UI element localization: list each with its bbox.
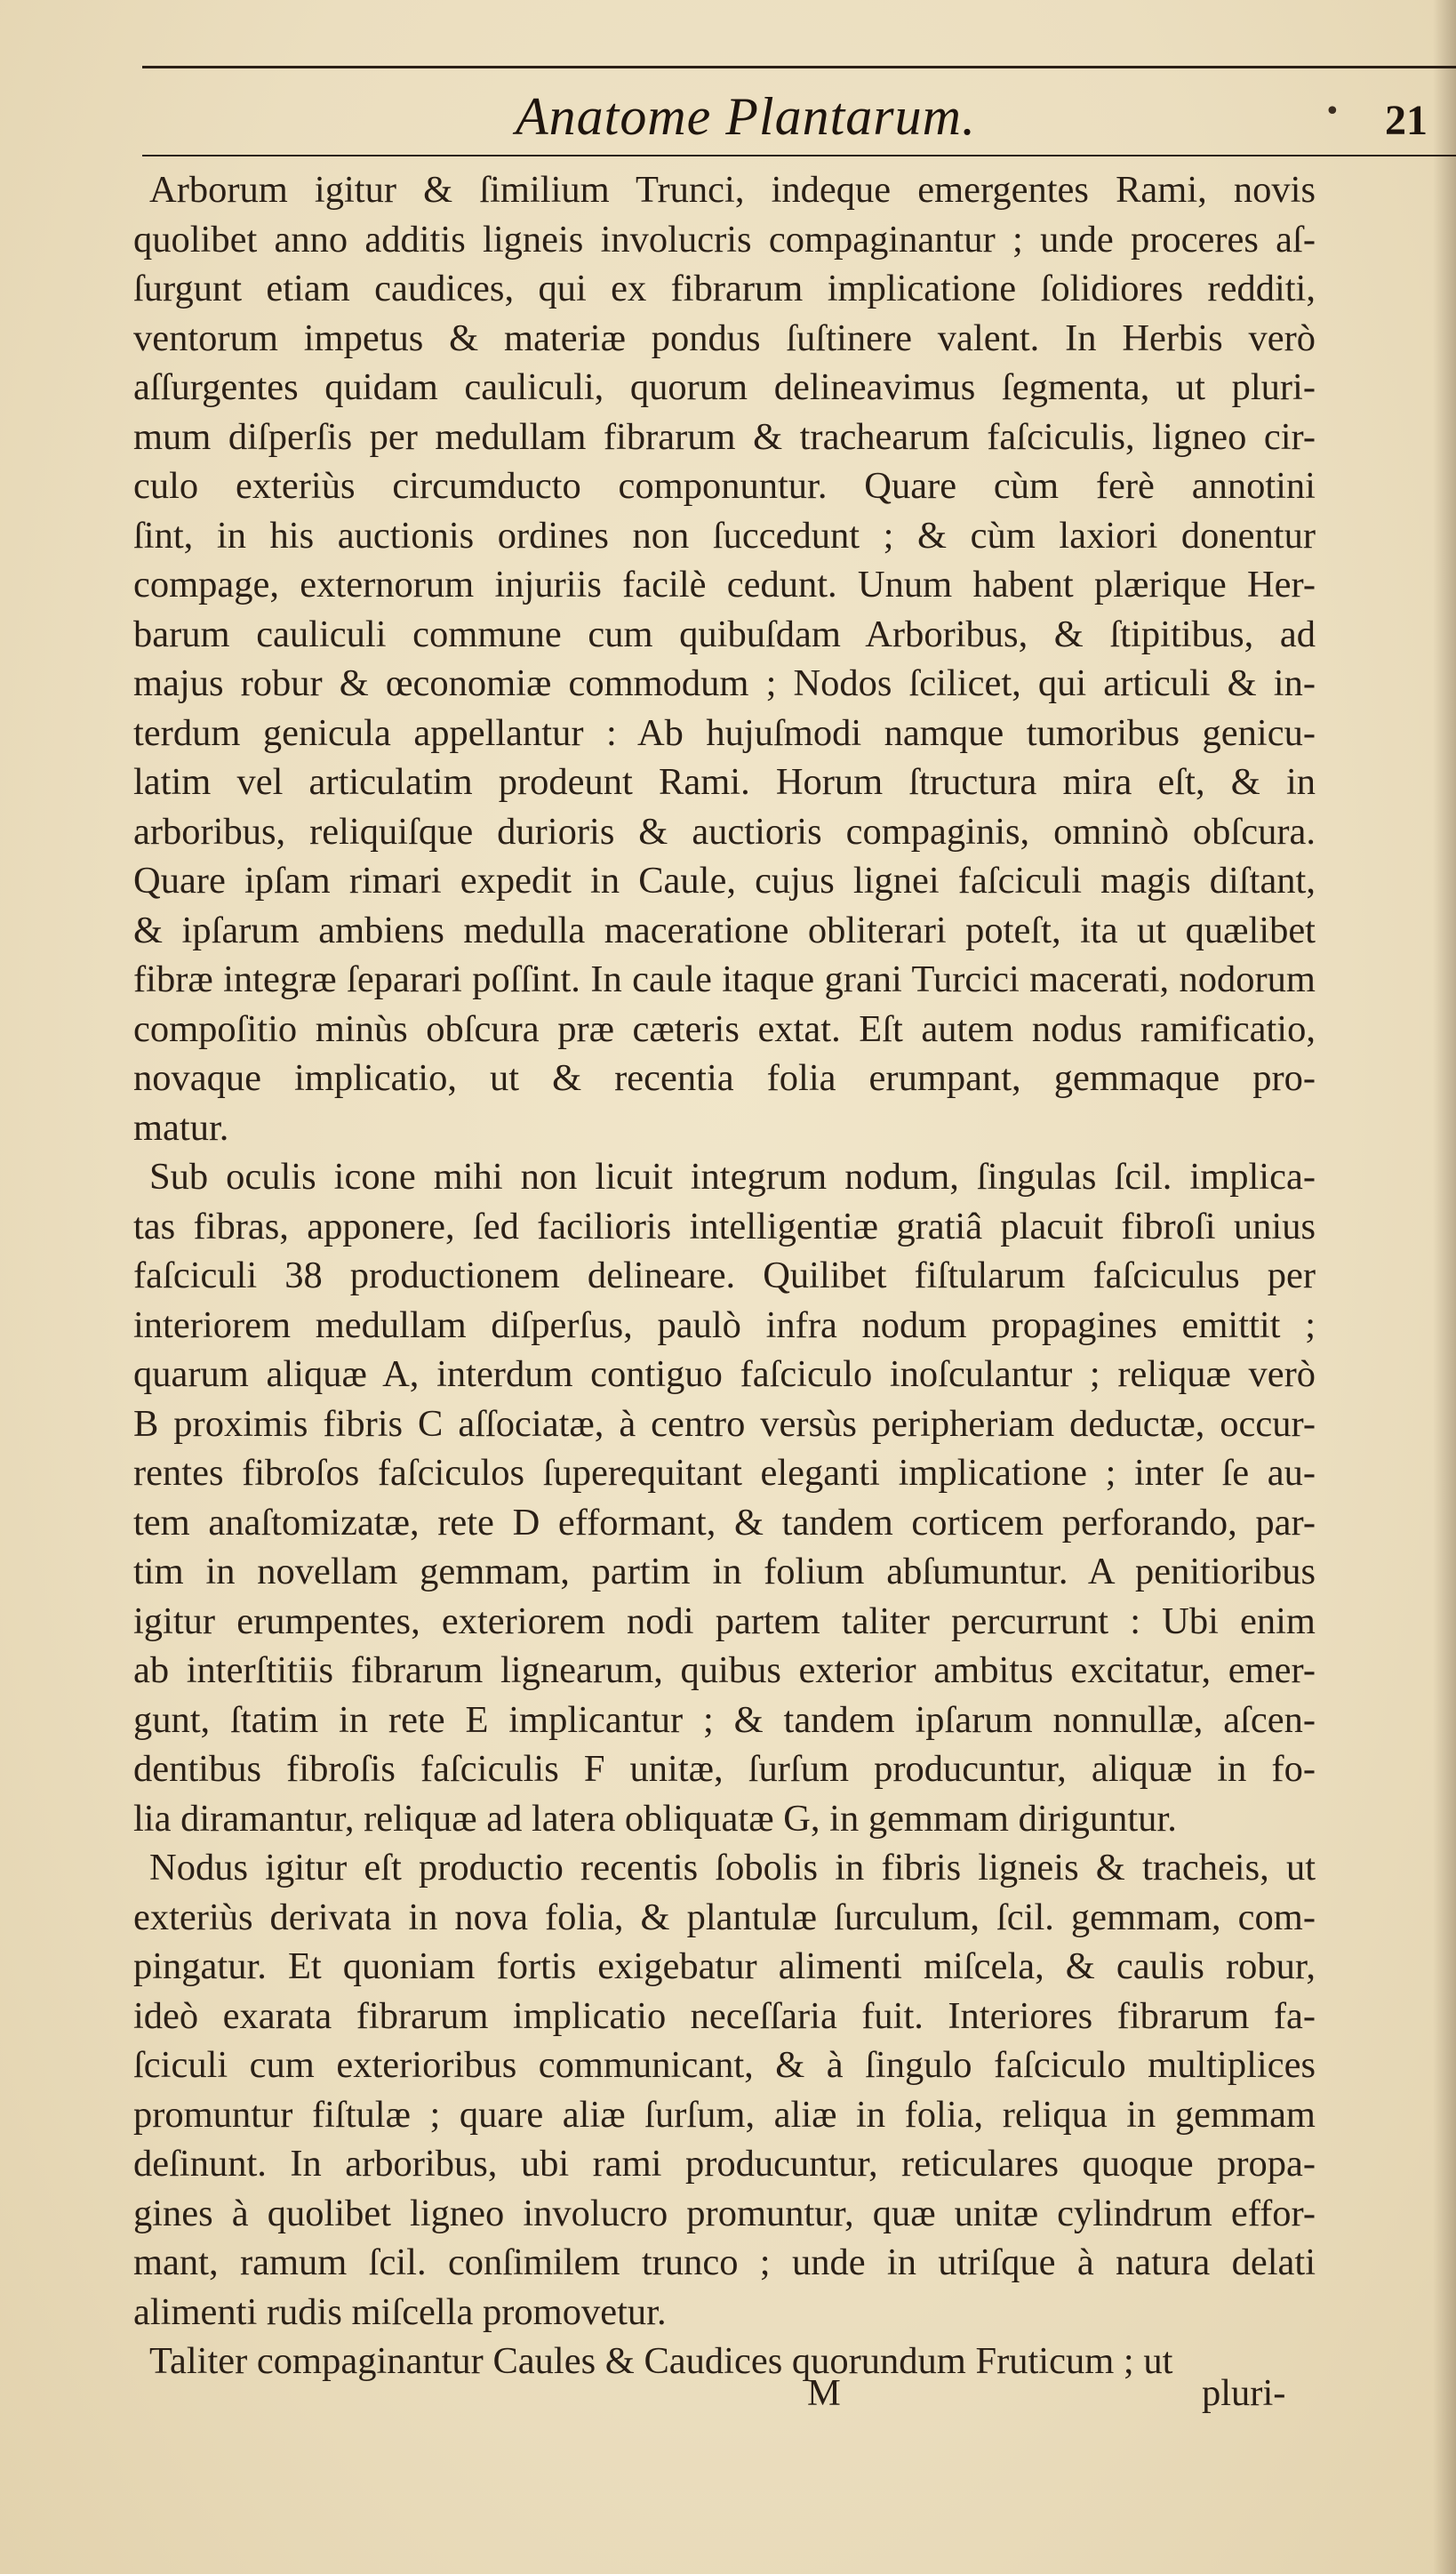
text-line: ab interſtitiis fibrarum lignearum, quibus exterior ambitus excitatur, emer- — [133, 1649, 1316, 1691]
text-line: majus robur & œconomiæ commodum ; Nodos ſcilicet, qui articuli & in- — [133, 662, 1316, 704]
text-line: Sub oculis icone mihi non licuit integrum nodum, ſingulas ſcil. implica- — [149, 1156, 1316, 1198]
text-line: barum cauliculi commune cum quibuſdam Arboribus, & ſtipitibus, ad — [133, 613, 1316, 655]
text-line: faſciculi 38 productionem delineare. Quilibet fiſtularum faſciculus per — [133, 1255, 1316, 1296]
text-line: igitur erumpentes, exteriorem nodi partem taliter percurrunt : Ubi enim — [133, 1600, 1316, 1642]
paragraph — [133, 1843, 1316, 2337]
text-line: mant, ramum ſcil. conſimilem trunco ; unde in utriſque à natura delati — [133, 2241, 1316, 2283]
text-line: rentes fibroſos faſciculos ſuperequitant eleganti implicatione ; inter ſe au- — [133, 1452, 1316, 1494]
text-line: culo exteriùs circumducto componuntur. Quare cùm ferè annotini — [133, 465, 1316, 507]
text-line: Taliter compaginantur Caules & Caudices quorundum Fruticum ; ut — [149, 2340, 1173, 2382]
running-head-title: Anatome Plantarum. — [516, 87, 976, 146]
text-line: & ipſarum ambiens medulla maceratione obliterari poteſt, ita ut quælibet — [133, 909, 1316, 951]
text-line: latim vel articulatim prodeunt Rami. Horum ſtructura mira eſt, & in — [133, 761, 1316, 803]
text-line: pingatur. Et quoniam fortis exigebatur alimenti miſcela, & caulis robur, — [133, 1945, 1316, 1987]
signature-mark: M — [807, 2372, 841, 2414]
text-line: fibræ integræ ſeparari poſſint. In caule itaque grani Turcici macerati, nodorum — [133, 958, 1316, 1000]
paragraph — [133, 1152, 1316, 1843]
text-line: gunt, ſtatim in rete E implicantur ; & tandem ipſarum nonnullæ, aſcen- — [133, 1698, 1316, 1741]
text-line: deſinunt. In arboribus, ubi rami producuntur, reticulares quoque propa- — [133, 2143, 1316, 2185]
header-rule-top — [142, 66, 1456, 68]
catchword: pluri- — [1202, 2372, 1286, 2414]
text-line: ſint, in his auctionis ordines non ſuccedunt ; & cùm laxiori donentur — [133, 514, 1316, 557]
page-number: 21 — [1385, 97, 1428, 144]
text-line: alimenti rudis miſcella promovetur. — [133, 2290, 667, 2333]
text-line: ſurgunt etiam caudices, qui ex fibrarum implicatione ſolidiores redditi, — [133, 268, 1316, 309]
text-line: interiorem medullam diſperſus, paulò infra nodum propagines emittit ; — [133, 1303, 1316, 1346]
text-line: promuntur fiſtulæ ; quare aliæ ſurſum, aliæ in folia, reliqua in gemmam — [133, 2093, 1316, 2136]
text-line: B proximis fibris C aſſociatæ, à centro versùs peripheriam deductæ, occur- — [133, 1402, 1316, 1445]
ink-speck: • — [1324, 96, 1340, 127]
text-line: novaque implicatio, ut & recentia folia erumpant, gemmaque pro- — [133, 1057, 1316, 1099]
text-line: compage, externorum injuriis facilè cedunt. Unum habent plærique Her- — [133, 564, 1316, 605]
text-line: mum diſperſis per medullam fibrarum & trachearum faſciculis, ligneo cir- — [133, 415, 1316, 458]
text-line: ſciculi cum exterioribus communicant, & à ſingulo faſciculo multiplices — [133, 2044, 1316, 2086]
text-line: Nodus igitur eſt productio recentis ſobolis in fibris ligneis & tracheis, ut — [149, 1847, 1316, 1888]
text-line: exteriùs derivata in nova folia, & plantulæ ſurculum, ſcil. gemmam, com- — [133, 1896, 1316, 1938]
text-line: tas fibras, apponere, ſed facilioris intelligentiæ gratiâ placuit fibroſi unius — [133, 1205, 1316, 1247]
header-rule-bottom — [142, 155, 1456, 156]
text-line: aſſurgentes quidam cauliculi, quorum delineavimus ſegmenta, ut pluri- — [133, 366, 1316, 408]
text-line: arboribus, reliquiſque durioris & auctioris compaginis, omninò obſcura. — [133, 810, 1316, 853]
text-line: dentibus fibroſis faſciculis F unitæ, ſurſum producuntur, aliquæ in fo- — [133, 1748, 1316, 1790]
text-line: terdum genicula appellantur : Ab hujuſmodi namque tumoribus genicu- — [133, 711, 1316, 754]
text-line: quolibet anno additis ligneis involucris compaginantur ; unde proceres aſ- — [133, 218, 1316, 261]
text-line: tim in novellam gemmam, partim in folium abſumuntur. A penitioribus — [133, 1551, 1316, 1592]
text-line: Arborum igitur & ſimilium Trunci, indeque emergentes Rami, novis — [149, 169, 1316, 211]
text-line: quarum aliquæ A, interdum contiguo faſciculo inoſculantur ; reliquæ verò — [133, 1353, 1316, 1395]
text-line: ventorum impetus & materiæ pondus ſuſtinere valent. In Herbis verò — [133, 317, 1316, 359]
paragraph — [133, 165, 1316, 1152]
text-line: compoſitio minùs obſcura præ cæteris extat. Eſt autem nodus ramificatio, — [133, 1007, 1316, 1050]
body-text — [133, 165, 1316, 2386]
text-line: Quare ipſam rimari expedit in Caule, cujus lignei faſciculi magis diſtant, — [133, 860, 1316, 902]
text-line: lia diramantur, reliquæ ad latera obliquatæ G, in gemmam diriguntur. — [133, 1797, 1177, 1840]
text-line: ideò exarata fibrarum implicatio neceſſaria fuit. Interiores fibrarum fa- — [133, 1994, 1316, 2037]
text-line: tem anaſtomizatæ, rete D efformant, & tandem corticem perforando, par- — [133, 1501, 1316, 1544]
text-line: gines à quolibet ligneo involucro promuntur, quæ unitæ cylindrum effor- — [133, 2192, 1316, 2234]
footer-line — [0, 2367, 1456, 2420]
text-line: matur. — [133, 1106, 229, 1149]
spine-shadow — [1433, 0, 1456, 2574]
